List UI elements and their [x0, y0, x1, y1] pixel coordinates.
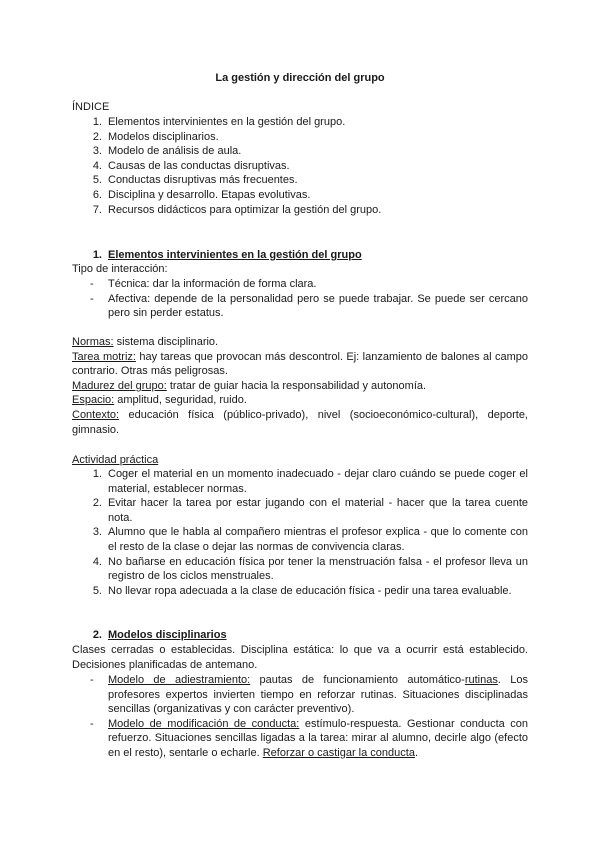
- document-title: La gestión y dirección del grupo: [215, 72, 385, 84]
- section-2-heading: 2. Modelos disciplinarios: [92, 629, 227, 641]
- section-2-title: Modelos disciplinarios: [108, 629, 227, 641]
- activity-item: 4. No bañarse en educación física por tener la menstruación falsa - el profesor lleva un registro de los ciclos menstruales.: [92, 555, 528, 583]
- activity-item: 5. No llevar ropa adecuada a la clase de educación física - pedir una tarea evaluable.: [92, 584, 512, 597]
- definition-contexto: Contexto: educación física (público-privado), nivel (socioeconómico-cultural), deporte, gimnasio.: [72, 408, 528, 436]
- index-item: 6. Disciplina y desarrollo. Etapas evolutivas.: [92, 188, 311, 201]
- activity-list-container: [72, 467, 528, 598]
- index-item: 7. Recursos didácticos para optimizar la gestión del grupo.: [92, 203, 382, 216]
- index-item: 1. Elementos intervinientes en la gestión del grupo.: [92, 116, 346, 128]
- index-item: 5. Conductas disruptivas más frecuentes.: [92, 174, 298, 187]
- definitions-block: [72, 335, 528, 437]
- interaction-list-container: [72, 277, 528, 321]
- index-item: 3. Modelo de análisis de aula.: [92, 145, 242, 158]
- section-1-title: Elementos intervinientes en la gestión del grupo: [108, 249, 362, 261]
- definition-madurez: Madurez del grupo: tratar de guiar hacia la responsabilidad y autonomía.: [72, 379, 427, 392]
- activity-item: 3. Alumno que le habla al compañero mientras el profesor explica - que lo comente con el resto de la clase o dejar las normas de convivencia claras.: [92, 526, 528, 553]
- model-item: - Modelo de adiestramiento: pautas de funcionamiento automático-rutinas. Los profesores expertos invierten tiempo en reforzar rutinas. Situaciones disciplinadas sencillas (organizativas y con carácter preventivo).: [90, 674, 528, 716]
- activity-item: 2. Evitar hacer la tarea por estar jugando con el material - hacer que la tarea cuente nota.: [92, 497, 528, 524]
- section-1-heading: 1. Elementos intervinientes en la gestión del grupo: [92, 249, 362, 261]
- models-list-container: [72, 673, 528, 761]
- activity-heading: Actividad práctica: [72, 454, 159, 466]
- interaction-list: [72, 277, 528, 321]
- models-list: [72, 673, 528, 761]
- index-item: 4. Causas de las conductas disruptivas.: [92, 159, 290, 172]
- index-item: 2. Modelos disciplinarios.: [92, 130, 219, 143]
- activity-list: [72, 467, 528, 598]
- model-item: - Modelo de modificación de conducta: estímulo-respuesta. Gestionar conducta con refuerzo. Situaciones sencillas ligadas a la tarea: mirar al alumno, decirle algo (efecto en el resto), sentarle o echarle. Reforzar o castigar la conducta.: [90, 717, 528, 759]
- interaction-type-label: Tipo de interacción:: [72, 263, 168, 275]
- section-2-intro: Clases cerradas o establecidas. Disciplina estática: lo que va a ocurrir está establecido. Decisiones planificadas de antemano.: [72, 644, 528, 671]
- interaction-item: - Afectiva: depende de la personalidad pero se puede trabajar. Se puede ser cercano pero sin perder estatus.: [90, 292, 528, 320]
- index-heading: ÍNDICE: [72, 101, 110, 113]
- definition-espacio: Espacio: amplitud, seguridad, ruido.: [72, 394, 247, 407]
- index-list-container: [72, 115, 528, 217]
- definition-tarea-motriz: Tarea motriz: hay tareas que provocan más descontrol. Ej: lanzamiento de balones al campo contrario. Otras más peligrosas.: [72, 350, 529, 378]
- definition-normas: Normas: sistema disciplinario.: [72, 336, 219, 348]
- interaction-item: - Técnica: dar la información de forma clara.: [90, 278, 317, 290]
- activity-item: 1. Coger el material en un momento inadecuado - dejar claro cuándo se puede coger el material, establecer normas.: [92, 468, 528, 495]
- index-list: [72, 115, 528, 217]
